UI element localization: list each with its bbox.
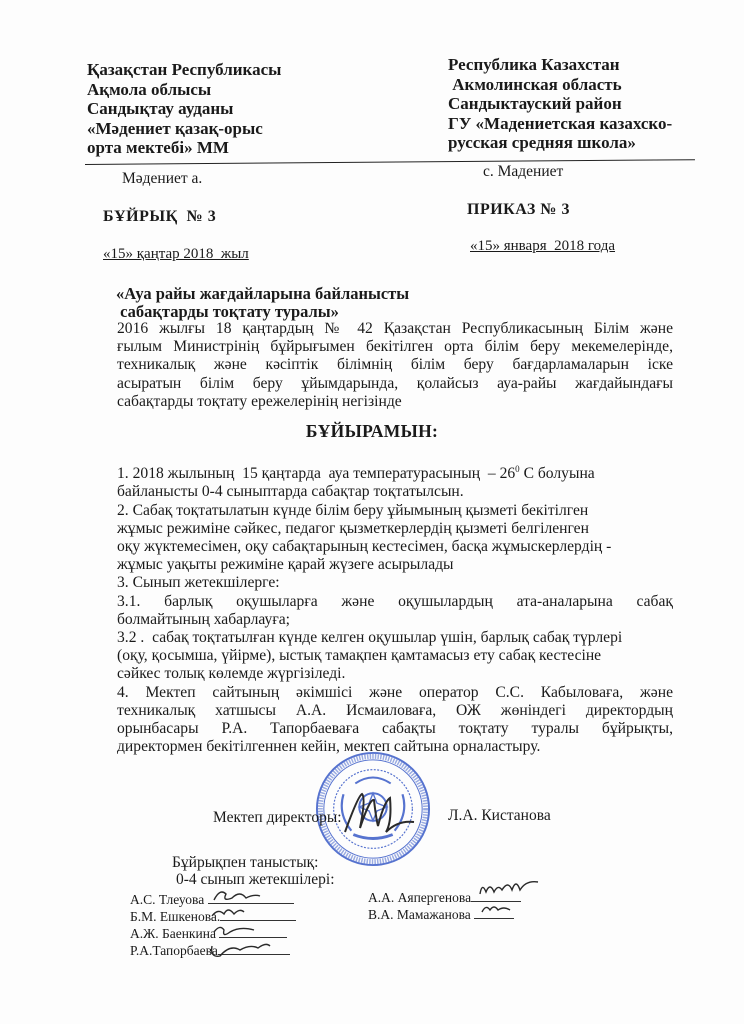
acknowledged-group: 0-4 сынып жетекшілері: <box>176 871 335 888</box>
header-russian <box>448 55 672 153</box>
header-kz-line: «Мәдениет қазақ-орыс <box>87 118 263 138</box>
director-role: Мектеп директоры: <box>213 809 342 826</box>
item-3-2-line: сәйкес толық көлемде жүргізіледі. <box>117 665 346 683</box>
preamble <box>117 320 673 411</box>
director-signature-icon <box>340 788 420 838</box>
preamble-line: асыратын білім беру ұйымдарында, қолайсыз ауа-райы жағдайындағы <box>117 374 673 392</box>
item-2-line: 2. Сабақ тоқтатылатын күнде білім беру ұйымының қызметі бекітілген <box>117 501 589 519</box>
item-2-line: оқу жүктемесімен, оқу сабақтарының кестесімен, басқа жұмыскерлердің - <box>117 538 612 555</box>
item-4-line: 4. Мектеп сайтының әкімшісі және оператор С.С. Кабыловаға, және <box>117 683 673 701</box>
item-1 <box>117 460 673 483</box>
item-3: 3. Сынып жетекшілерге: <box>117 574 280 592</box>
item-4-line: директормен бекітілгеннен кейін, мектеп сайтына орналастыру. <box>117 738 541 756</box>
order-date-russian: «15» января 2018 года <box>470 238 616 254</box>
teacher-signatures-right-icon <box>476 876 546 921</box>
place-kazakh: Мәдениет а. <box>122 170 203 187</box>
header-ru-line: русская средняя школа» <box>448 133 636 152</box>
header-ru-line: Сандыктауский район <box>448 94 622 113</box>
teacher-name: А.С. Тлеуова <box>130 892 205 907</box>
teacher-name: А.Ж. Баенкина <box>130 926 216 941</box>
preamble-line: техникалық және кәсіптік білімнің білім беру бағдарламаларын іске <box>117 356 673 374</box>
order-title-kazakh: БҰЙРЫҚ № 3 <box>103 208 217 225</box>
teacher-name: Б.М. Ешкенова. <box>130 909 221 924</box>
command-heading: БҰЙЫРАМЫН: <box>305 421 439 441</box>
director-name: Л.А. Кистанова <box>448 807 551 824</box>
order-subject <box>116 285 409 321</box>
item-3-1-line: 3.1. барлық оқушыларға және оқушылардың ата-аналарына сабақ <box>117 592 673 610</box>
header-kazakh <box>87 60 281 158</box>
teacher-signatures-icon <box>210 886 300 966</box>
item-4-line: техникалық хатшысы А.А. Исмаиловаға, ОЖ жөніндегі директордың <box>117 701 673 719</box>
place-russian: с. Мадениет <box>483 163 564 180</box>
preamble-line: ғылым Министрінің бұйрығымен бекітілген орта білім беру мекемелерінде, <box>117 338 673 356</box>
item-3-2-line: (оқу, қосымша, үйірме), ыстық тамақпен қамтамасыз ету сабақ кестесіне <box>117 647 602 665</box>
item-2-line: жұмыс уақыты режиміне қарай жүзеге асырылады <box>117 556 454 574</box>
item-3-1-line: болмайтының хабарлауға; <box>117 610 291 628</box>
header-kz-line: Қазақстан Республикасы <box>87 60 282 79</box>
order-items <box>117 460 673 756</box>
item-2-line: жұмыс режиміне сәйкес, педагог қызметкерлердің қызметі белгіленген <box>117 519 589 537</box>
preamble-line: сабақтарды тоқтату ережелерінің негізінде <box>117 392 402 410</box>
header-ru-line: Акмолинская область <box>448 74 622 94</box>
header-ru-line: Республика Казахстан <box>448 55 620 74</box>
order-title-russian: ПРИКАЗ № 3 <box>467 201 570 218</box>
item-1-text-end: С болуына <box>519 465 595 483</box>
subject-line: сабақтарды тоқтату туралы» <box>116 302 339 321</box>
header-kz-line: Ақмола облысы <box>87 79 212 99</box>
preamble-line: 2016 жылғы 18 қаңтардың № 42 Қазақстан Республикасының Білім және <box>117 320 673 337</box>
teacher-name: Р.А.Тапорбаева <box>130 943 218 958</box>
teacher-name: А.А. Аяпергенова <box>368 890 472 905</box>
item-1-line-2: байланысты 0-4 сыныптарда сабақтар тоқтатылсын. <box>117 483 464 501</box>
order-date-kazakh: «15» қаңтар 2018 жыл <box>103 246 249 262</box>
header-kz-line: Сандықтау ауданы <box>87 99 234 118</box>
degree-superscript: 0 <box>515 464 520 474</box>
item-3-2-line: 3.2 . сабақ тоқтатылған күнде келген оқушылар үшін, барлық сабақ түрлері <box>117 629 623 647</box>
teacher-name: В.А. Мамажанова <box>368 907 471 922</box>
header-kz-line: орта мектебі» ММ <box>87 138 229 157</box>
header-divider <box>85 159 695 165</box>
header-ru-line: ГУ «Мадениетская казахско- <box>448 113 673 133</box>
item-1-text: 1. 2018 жылының 15 қаңтарда ауа температурасының – 26 <box>117 465 516 483</box>
subject-line: «Ауа райы жағдайларына байланысты <box>116 284 410 303</box>
item-4-line: орынбасары Р.А. Тапорбаеваға сабақты тоқтату туралы бұйрықты, <box>117 720 673 738</box>
acknowledged-title: Бұйрықпен таныстық: <box>172 854 319 871</box>
